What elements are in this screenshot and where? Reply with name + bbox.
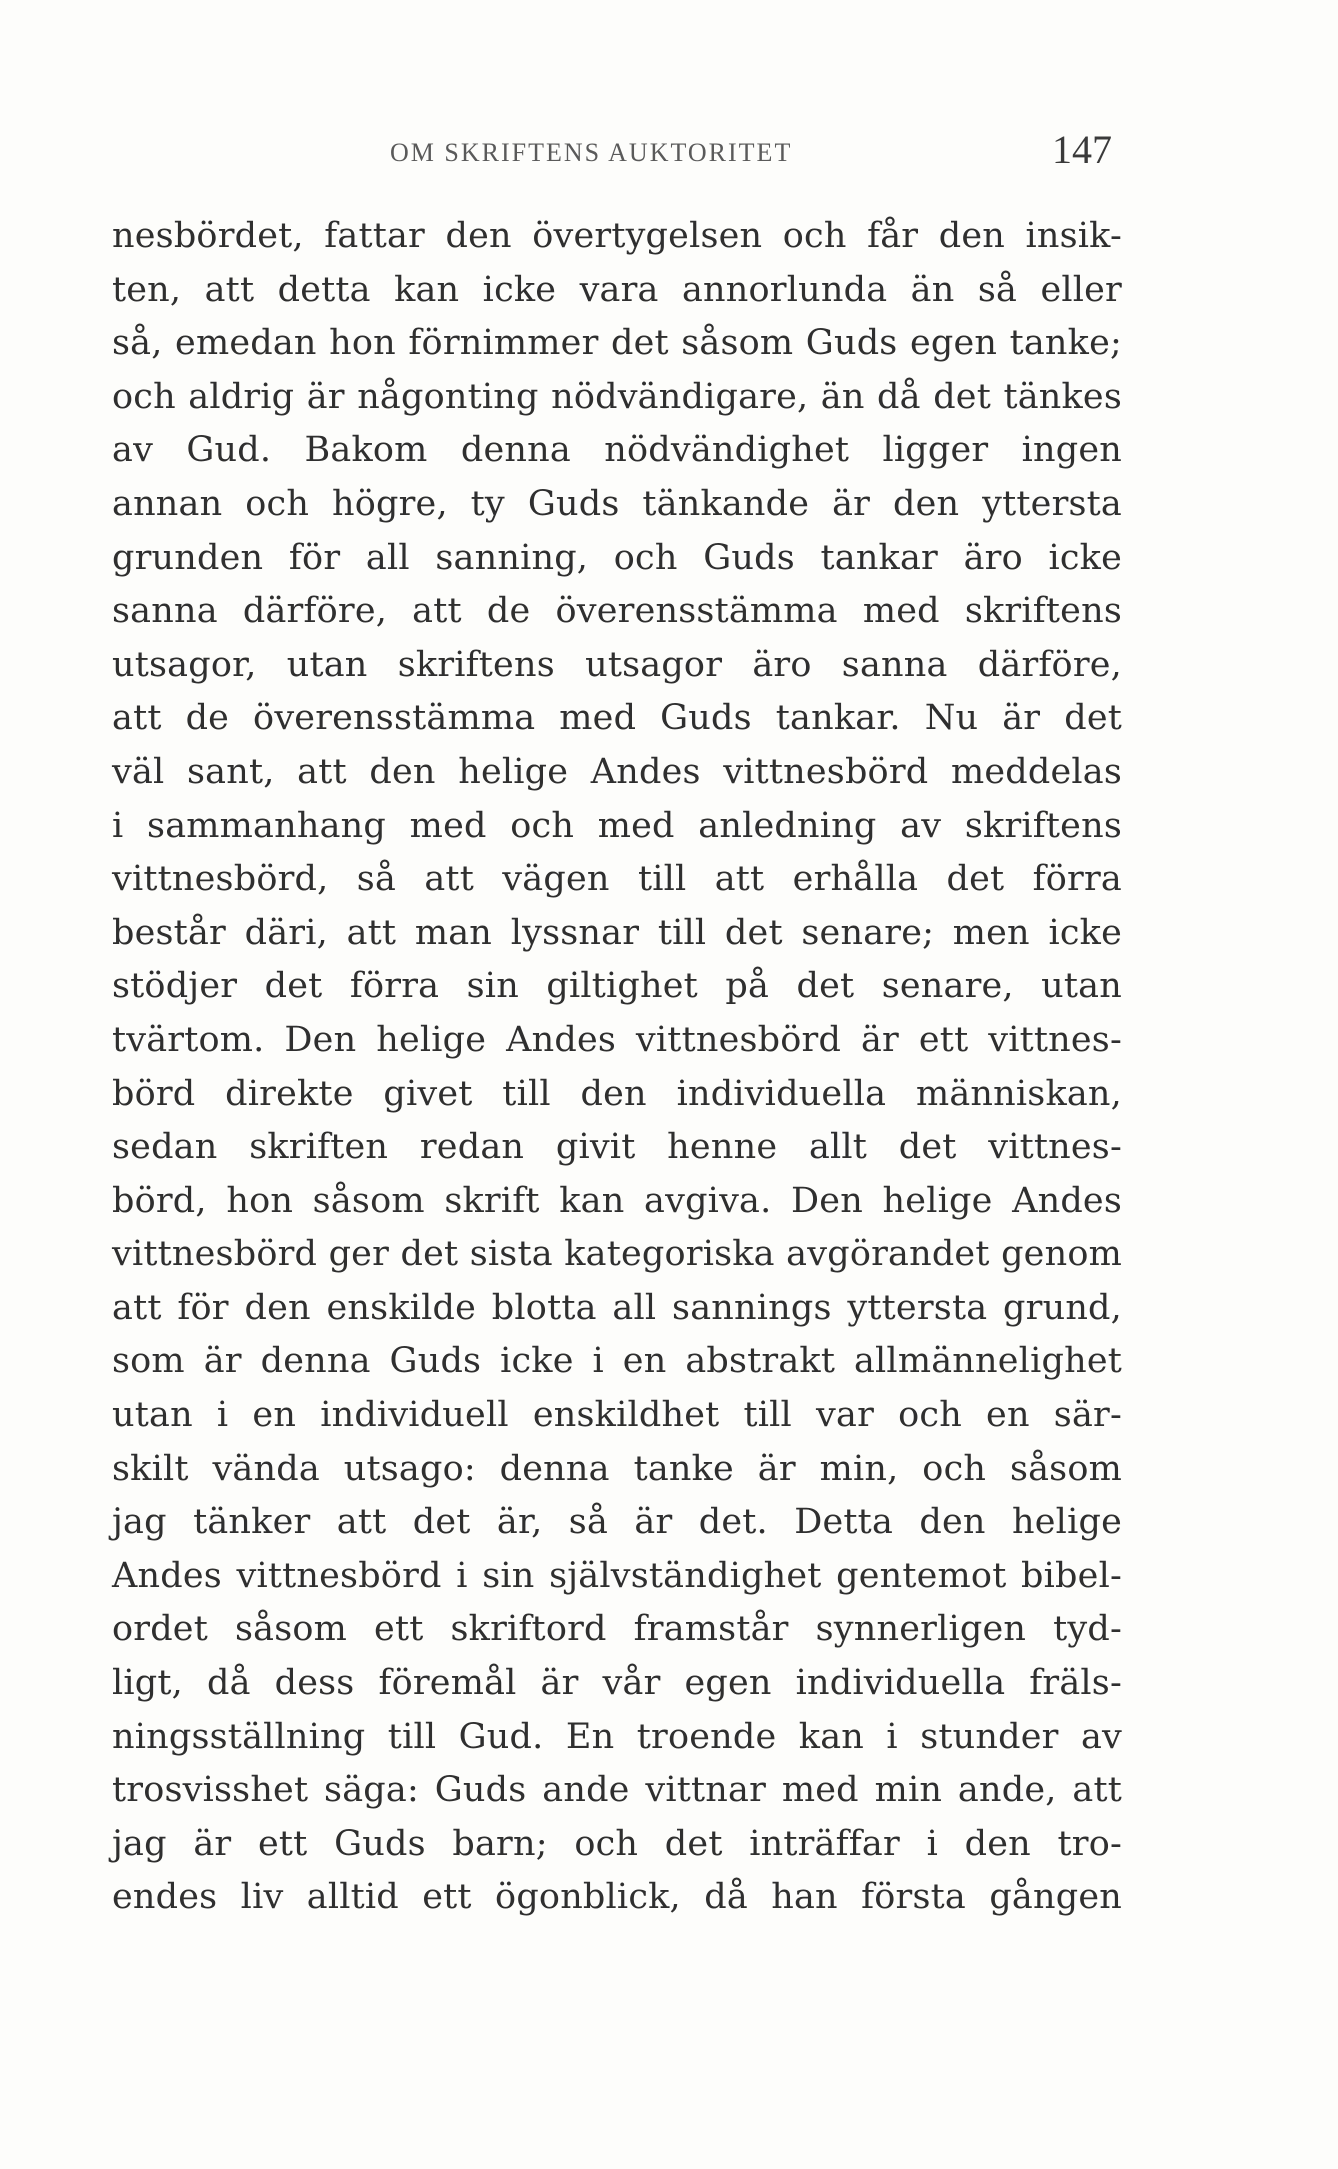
text-line: ordet såsom ett skriftord framstår synnerligen tyd- [112, 1609, 1122, 1650]
text-line: så, emedan hon förnimmer det såsom Guds egen tanke; [112, 323, 1122, 364]
text-line: jag är ett Guds barn; och det inträffar i den tro- [112, 1823, 1122, 1864]
text-line: jag tänker att det är, så är det. Detta den helige [112, 1502, 1122, 1543]
text-line: grunden för all sanning, och Guds tankar äro icke [112, 537, 1122, 578]
page-number: 147 [1052, 127, 1112, 172]
text-line: ligt, då dess föremål är vår egen individuella fräls- [112, 1663, 1122, 1704]
text-line: som är denna Guds icke i en abstrakt allmännelighet [112, 1341, 1122, 1382]
text-line: trosvisshet säga: Guds ande vittnar med min ande, att [112, 1770, 1122, 1811]
text-line: börd direkte givet till den individuella människan, [112, 1073, 1122, 1114]
text-line: annan och högre, ty Guds tänkande är den yttersta [112, 483, 1122, 524]
running-title: OM SKRIFTENS AUKTORITET [390, 138, 793, 167]
text-line: vittnesbörd, så att vägen till att erhålla det förra [112, 859, 1122, 900]
text-line: skilt vända utsago: denna tanke är min, och såsom [112, 1448, 1122, 1489]
text-line: att de överensstämma med Guds tankar. Nu är det [112, 698, 1122, 739]
text-line: sedan skriften redan givit henne allt det vittnes- [112, 1127, 1122, 1168]
text-line: utsagor, utan skriftens utsagor äro sanna därföre, [112, 644, 1122, 685]
text-line: endes liv alltid ett ögonblick, då han första gången [112, 1877, 1122, 1918]
text-line: stödjer det förra sin giltighet på det senare, utan [112, 966, 1122, 1007]
text-line: att för den enskilde blotta all sannings yttersta grund, [112, 1287, 1122, 1328]
text-line: av Gud. Bakom denna nödvändighet ligger ingen [112, 430, 1122, 471]
text-line: består däri, att man lyssnar till det senare; men icke [112, 912, 1122, 953]
body-text [112, 210, 1122, 1925]
text-line: tvärtom. Den helige Andes vittnesbörd är ett vittnes- [112, 1019, 1122, 1060]
text-line: ten, att detta kan icke vara annorlunda än så eller [112, 269, 1122, 310]
text-line: och aldrig är någonting nödvändigare, än då det tänkes [112, 376, 1122, 417]
text-line: vittnesbörd ger det sista kategoriska avgörandet genom [112, 1234, 1122, 1275]
text-line: ningsställning till Gud. En troende kan i stunder av [112, 1716, 1122, 1757]
text-line: börd, hon såsom skrift kan avgiva. Den helige Andes [112, 1180, 1122, 1221]
text-line: Andes vittnesbörd i sin självständighet gentemot bibel- [112, 1555, 1122, 1596]
text-line: nesbördet, fattar den övertygelsen och får den insik- [112, 216, 1122, 256]
text-line: i sammanhang med och med anledning av skriftens [112, 805, 1122, 846]
text-line: väl sant, att den helige Andes vittnesbörd meddelas [112, 751, 1122, 792]
text-line: utan i en individuell enskildhet till var och en sär- [112, 1395, 1122, 1436]
text-line: sanna därföre, att de överensstämma med skriftens [112, 591, 1122, 632]
